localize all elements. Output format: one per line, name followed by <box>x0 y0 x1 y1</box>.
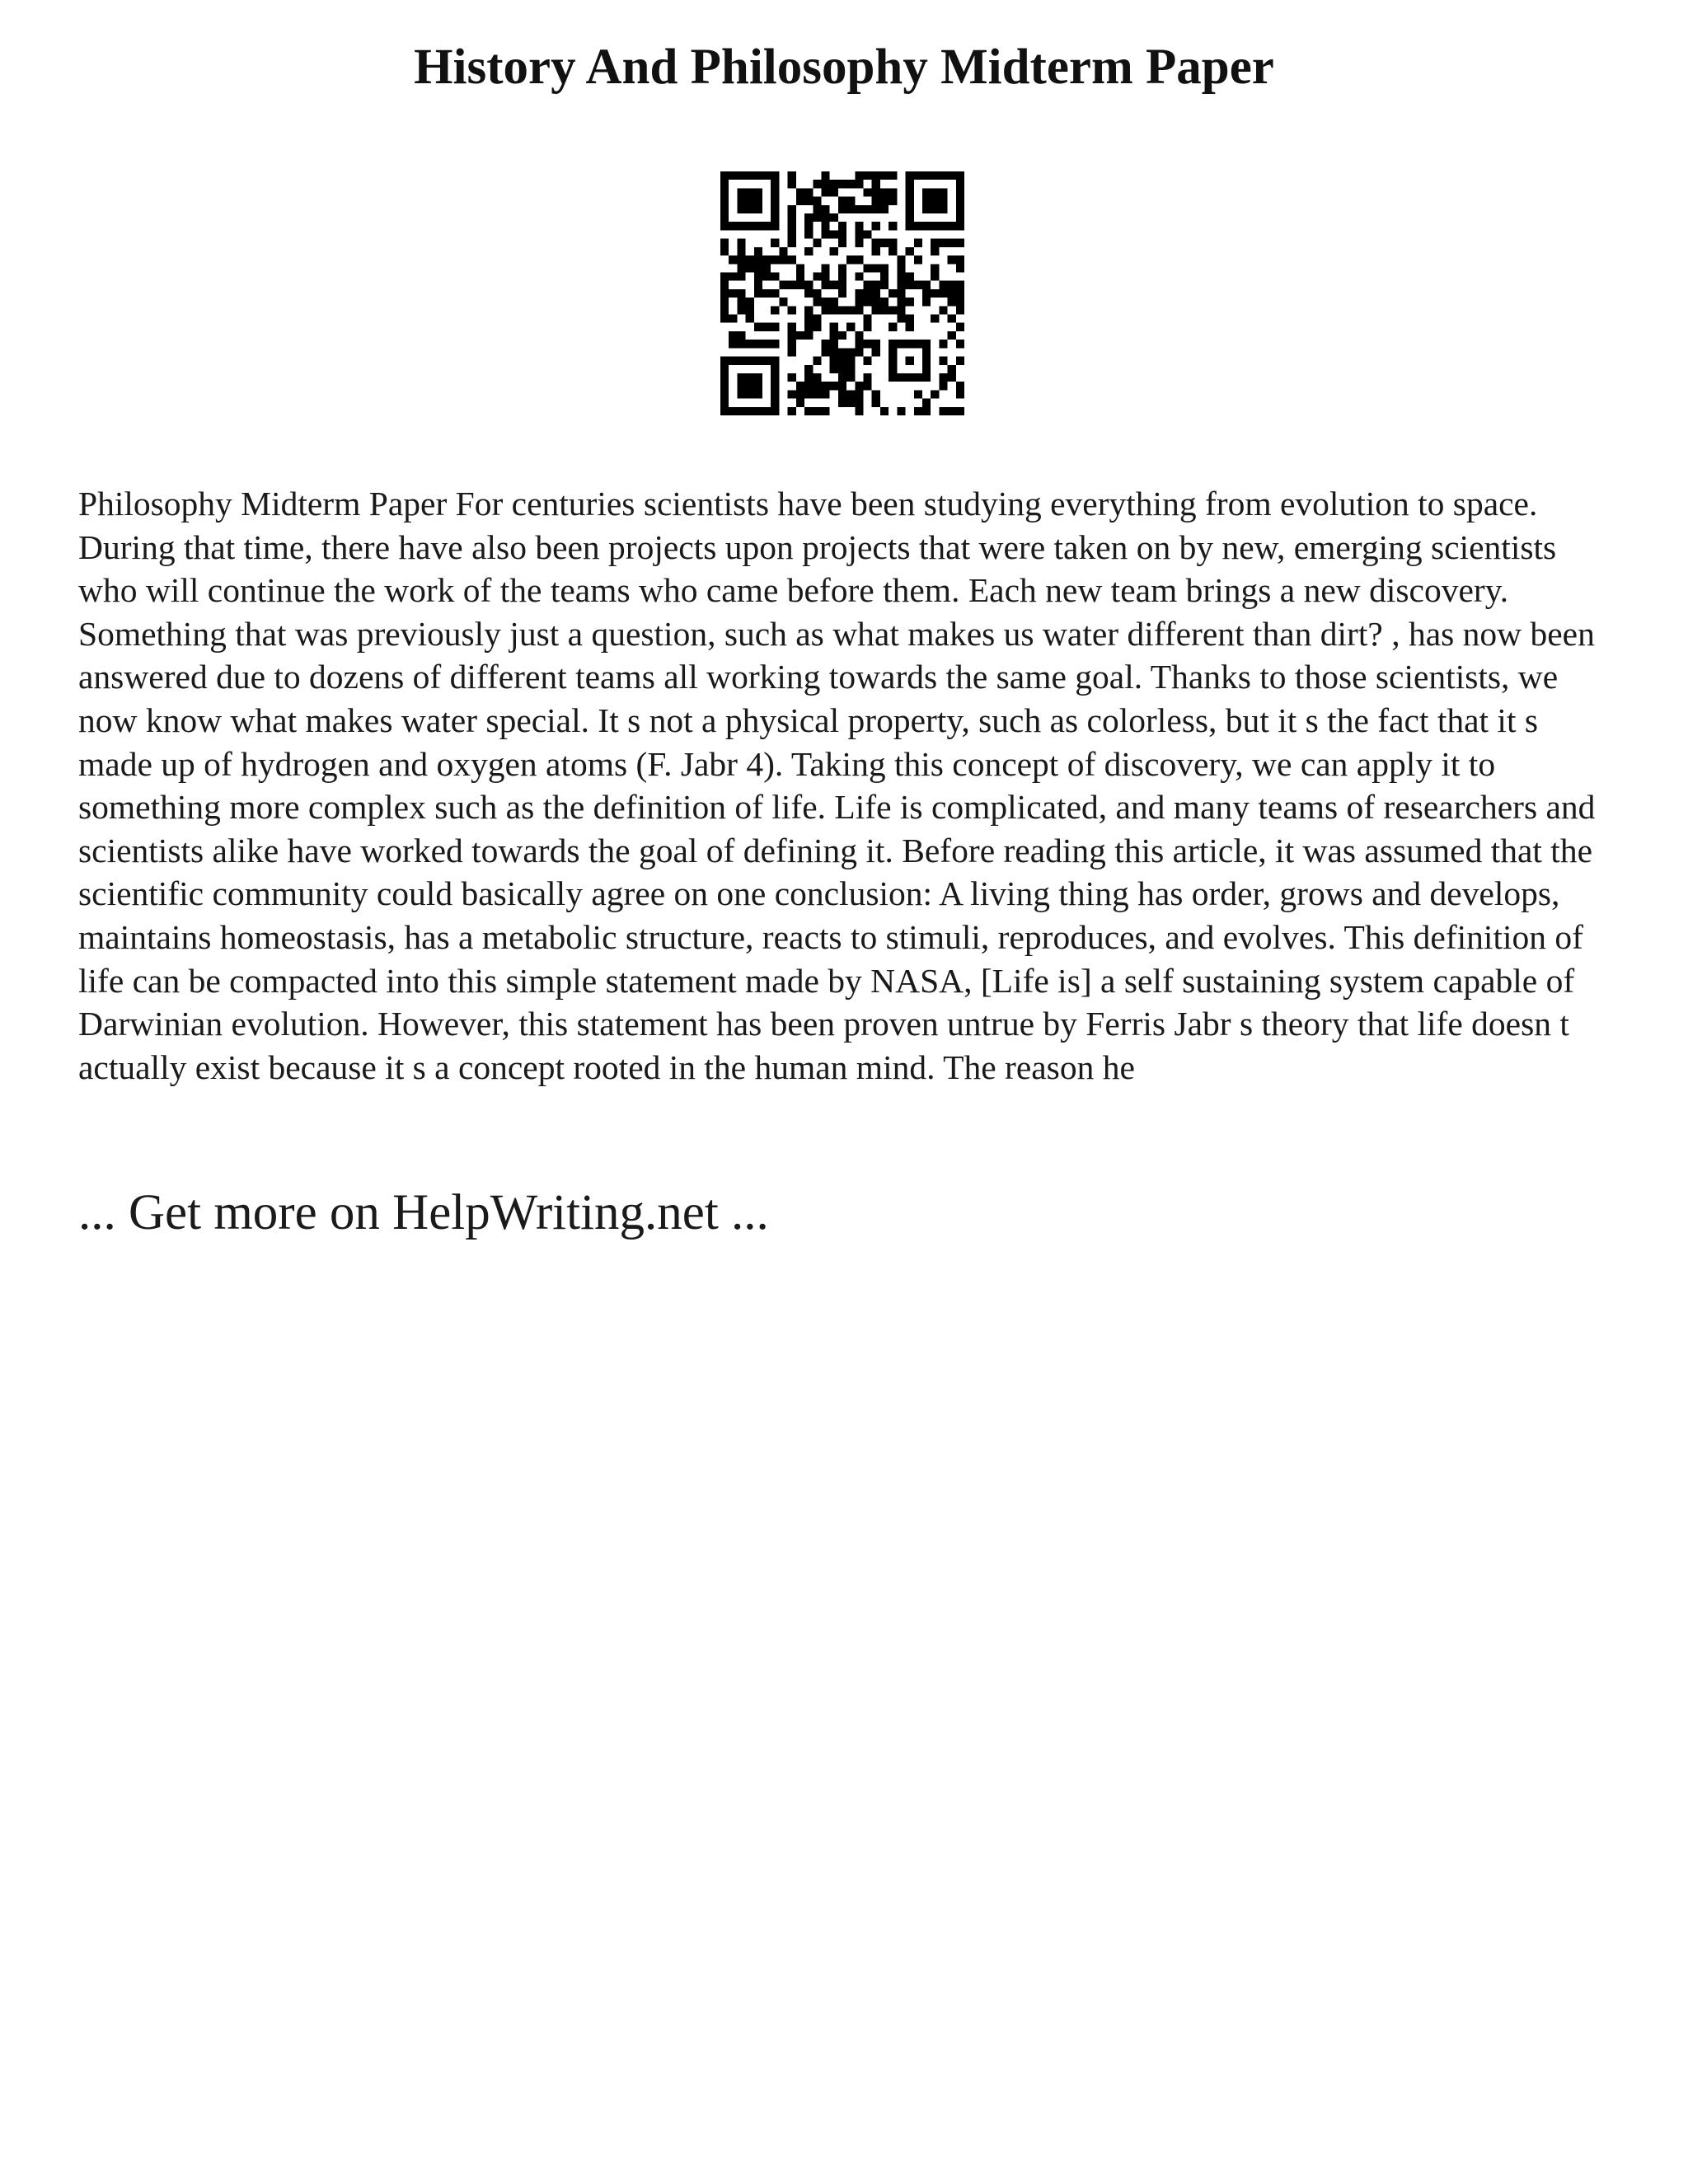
get-more-link[interactable]: ... Get more on HelpWriting.net ... <box>78 1185 769 1240</box>
page-title: History And Philosophy Midterm Paper <box>414 40 1274 95</box>
article-body: Philosophy Midterm Paper For centuries scientists have been studying everything from evolution to space. During that time, there have also been projects upon projects that were taken on by new, emerging scientists who will continue the work of the teams who came before them. Each new team brings a new discovery. Something that was previously just a question, such as what makes us water different than dirt? , has now been answered due to dozens of different teams all working towards the same goal. Thanks to those scientists, we now know what makes water special. It s not a physical property, such as colorless, but it s the fact that it s made up of hydrogen and oxygen atoms (F. Jabr 4). Taking this concept of discovery, we can apply it to something more complex such as the definition of life. Life is complicated, and many teams of researchers and scientists alike have worked towards the goal of defining it. Before reading this article, it was assumed that the scientific community could basically agree on one conclusion: A living thing has order, grows and develops, maintains homeostasis, has a metabolic structure, reacts to stimuli, reproduces, and evolves. This definition of life can be compacted into this simple statement made by NASA, [Life is] a self sustaining system capable of Darwinian evolution. However, this statement has been proven untrue by Ferris Jabr s theory that life doesn t actually exist because it s a concept rooted in the human mind. The reason he <box>78 485 1596 1086</box>
qr-code-icon <box>720 171 964 415</box>
